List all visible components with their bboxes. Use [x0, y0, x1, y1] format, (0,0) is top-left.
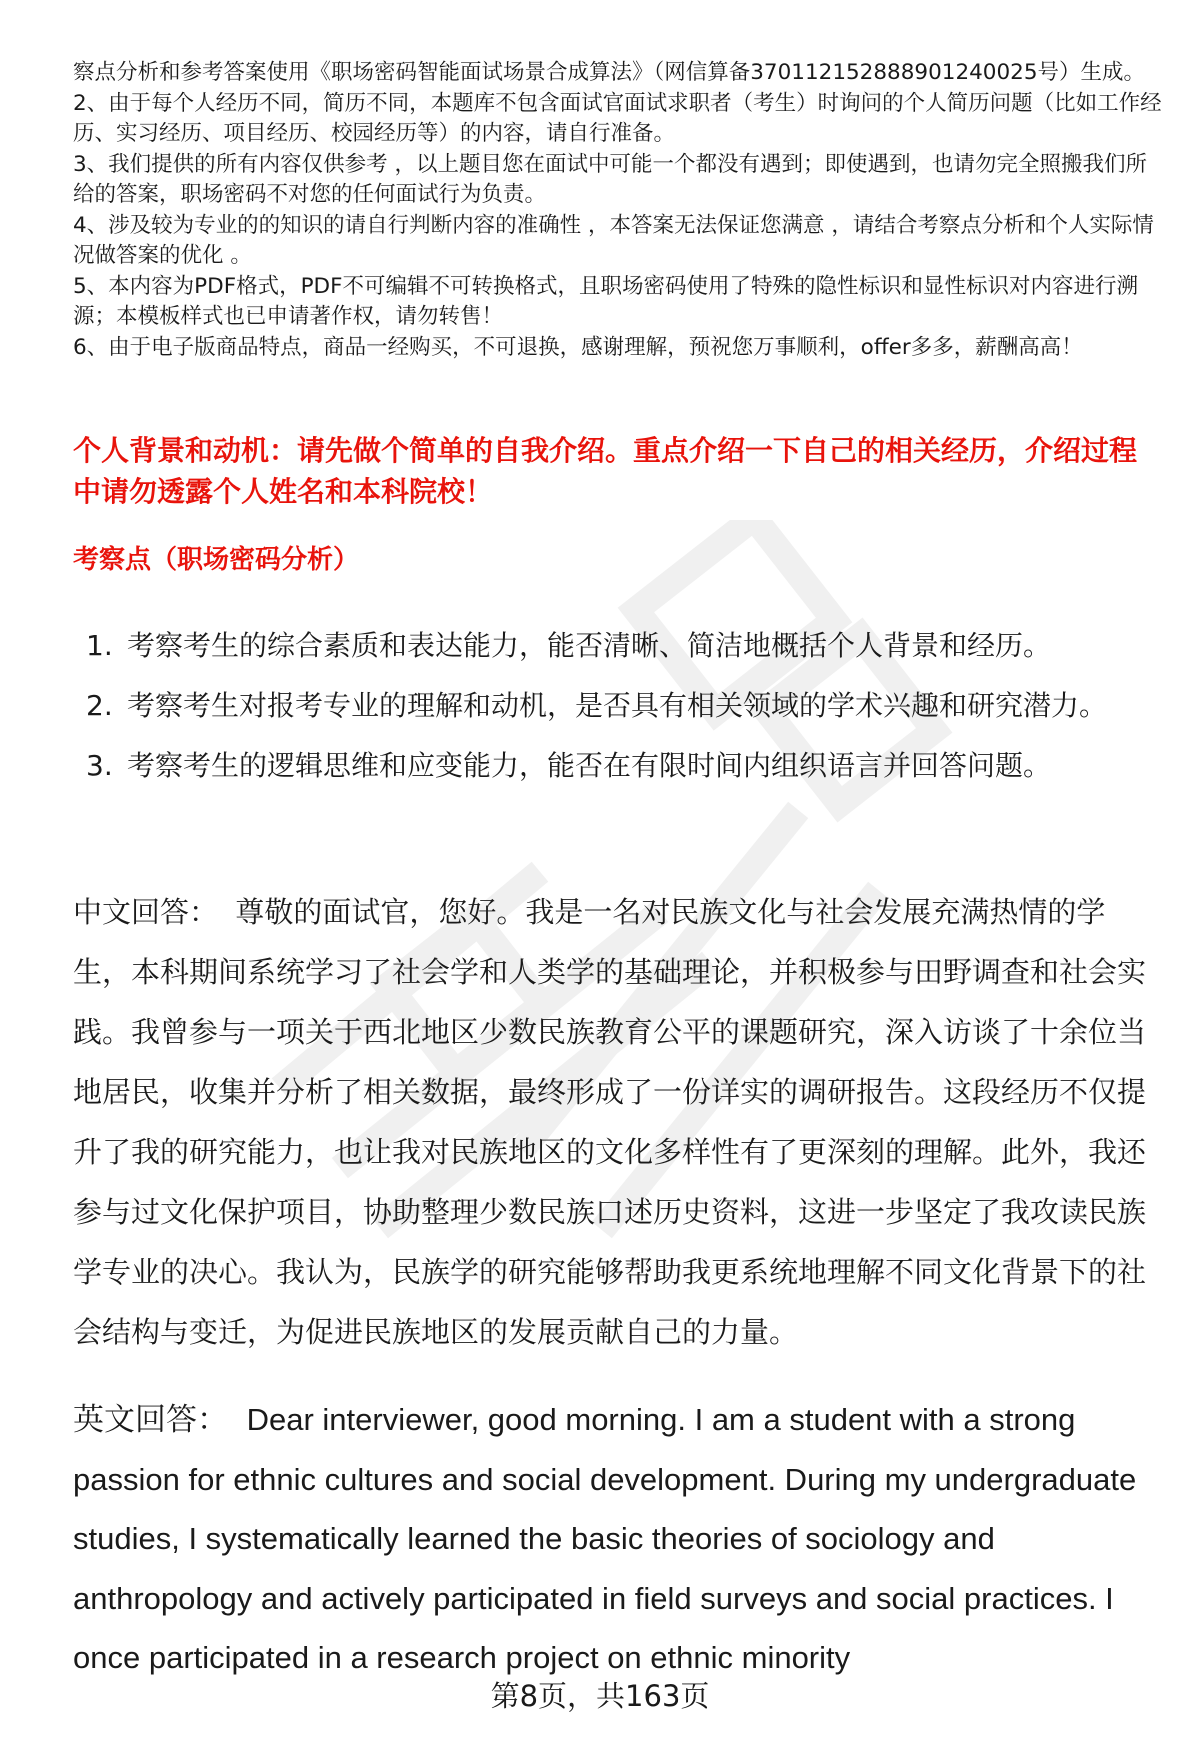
english-answer — [73, 1390, 1163, 1688]
list-item — [86, 676, 1166, 736]
note-item: 4、涉及较为专业的的知识的请自行判断内容的准确性 ，本答案无法保证您满意 ，请结合考察点分析和个人实际情况做答案的优化 。 — [73, 212, 1154, 268]
chinese-answer — [73, 882, 1153, 1362]
chinese-answer-text: 尊敬的面试官，您好。我是一名对民族文化与社会发展充满热情的学生，本科期间系统学习了社会学和人类学的基础理论，并积极参与田野调查和社会实践。我曾参与一项关于西北地区少数民族教育公平的课题研究，深入访谈了十余位当地居民，收集并分析了相关数据，最终形成了一份详实的调研报告。这段经历不仅提升了我的研究能力，也让我对民族地区的文化多样性有了更深刻的理解。此外，我还参与过文化保护项目，协助整理少数民族口述历史资料，这进一步坚定了我攻读民族学专业的决心。我认为，民族学的研究能够帮助我更系统地理解不同文化背景下的社会结构与变迁，为促进民族地区的发展贡献自己的力量。 — [73, 895, 1147, 1349]
note-item: 3、我们提供的所有内容仅供参考 ，以上题目您在面试中可能一个都没有遇到；即使遇到，也请勿完全照搬我们所给的答案，职场密码不对您的任何面试行为负责。 — [73, 151, 1148, 207]
list-item — [86, 616, 1166, 676]
list-item-number: 1. — [86, 629, 113, 662]
analysis-list — [86, 616, 1166, 796]
list-item-text: 考察考生的综合素质和表达能力，能否清晰、简洁地概括个人背景和经历。 — [127, 629, 1052, 662]
list-item-text: 考察考生对报考专业的理解和动机，是否具有相关领域的学术兴趣和研究潜力。 — [127, 689, 1108, 722]
analysis-heading: 考察点（职场密码分析） — [73, 545, 360, 575]
notes-section — [73, 58, 1163, 363]
english-answer-text: Dear interviewer, good morning. I am a student with a strong passion for ethnic cultures and social development. During my undergraduate studies, I systematically learned the basic theories of sociology and anthropology and actively participated in field surveys and social practices. I once participated in a research project on ethnic minority — [73, 1402, 1137, 1675]
list-item-number: 3. — [86, 749, 113, 782]
note-item: 5、本内容为PDF格式，PDF不可编辑不可转换格式，且职场密码使用了特殊的隐性标识和显性标识对内容进行溯源；本模板样式也已申请著作权，请勿转售！ — [73, 273, 1138, 329]
note-item: 6、由于电子版商品特点，商品一经购买，不可退换，感谢理解，预祝您万事顺利，offer多多，薪酬高高！ — [73, 334, 1083, 360]
chinese-answer-label: 中文回答： — [73, 895, 219, 929]
list-item-text: 考察考生的逻辑思维和应变能力，能否在有限时间内组织语言并回答问题。 — [127, 749, 1052, 782]
page-number: 第8页，共163页 — [490, 1679, 710, 1713]
list-item-number: 2. — [86, 689, 113, 722]
list-item — [86, 736, 1166, 796]
note-item: 察点分析和参考答案使用《职场密码智能面试场景合成算法》（网信算备370112152888901240025号）生成。 — [73, 60, 1146, 85]
english-answer-label: 英文回答： — [73, 1402, 228, 1437]
question-heading: 个人背景和动机：请先做个简单的自我介绍。重点介绍一下自己的相关经历，介绍过程中请勿透露个人姓名和本科院校！ — [73, 434, 1138, 508]
note-item: 2、由于每个人经历不同，简历不同，本题库不包含面试官面试求职者（考生）时询问的个人简历问题（比如工作经历、实习经历、项目经历、校园经历等）的内容，请自行准备。 — [73, 90, 1162, 146]
